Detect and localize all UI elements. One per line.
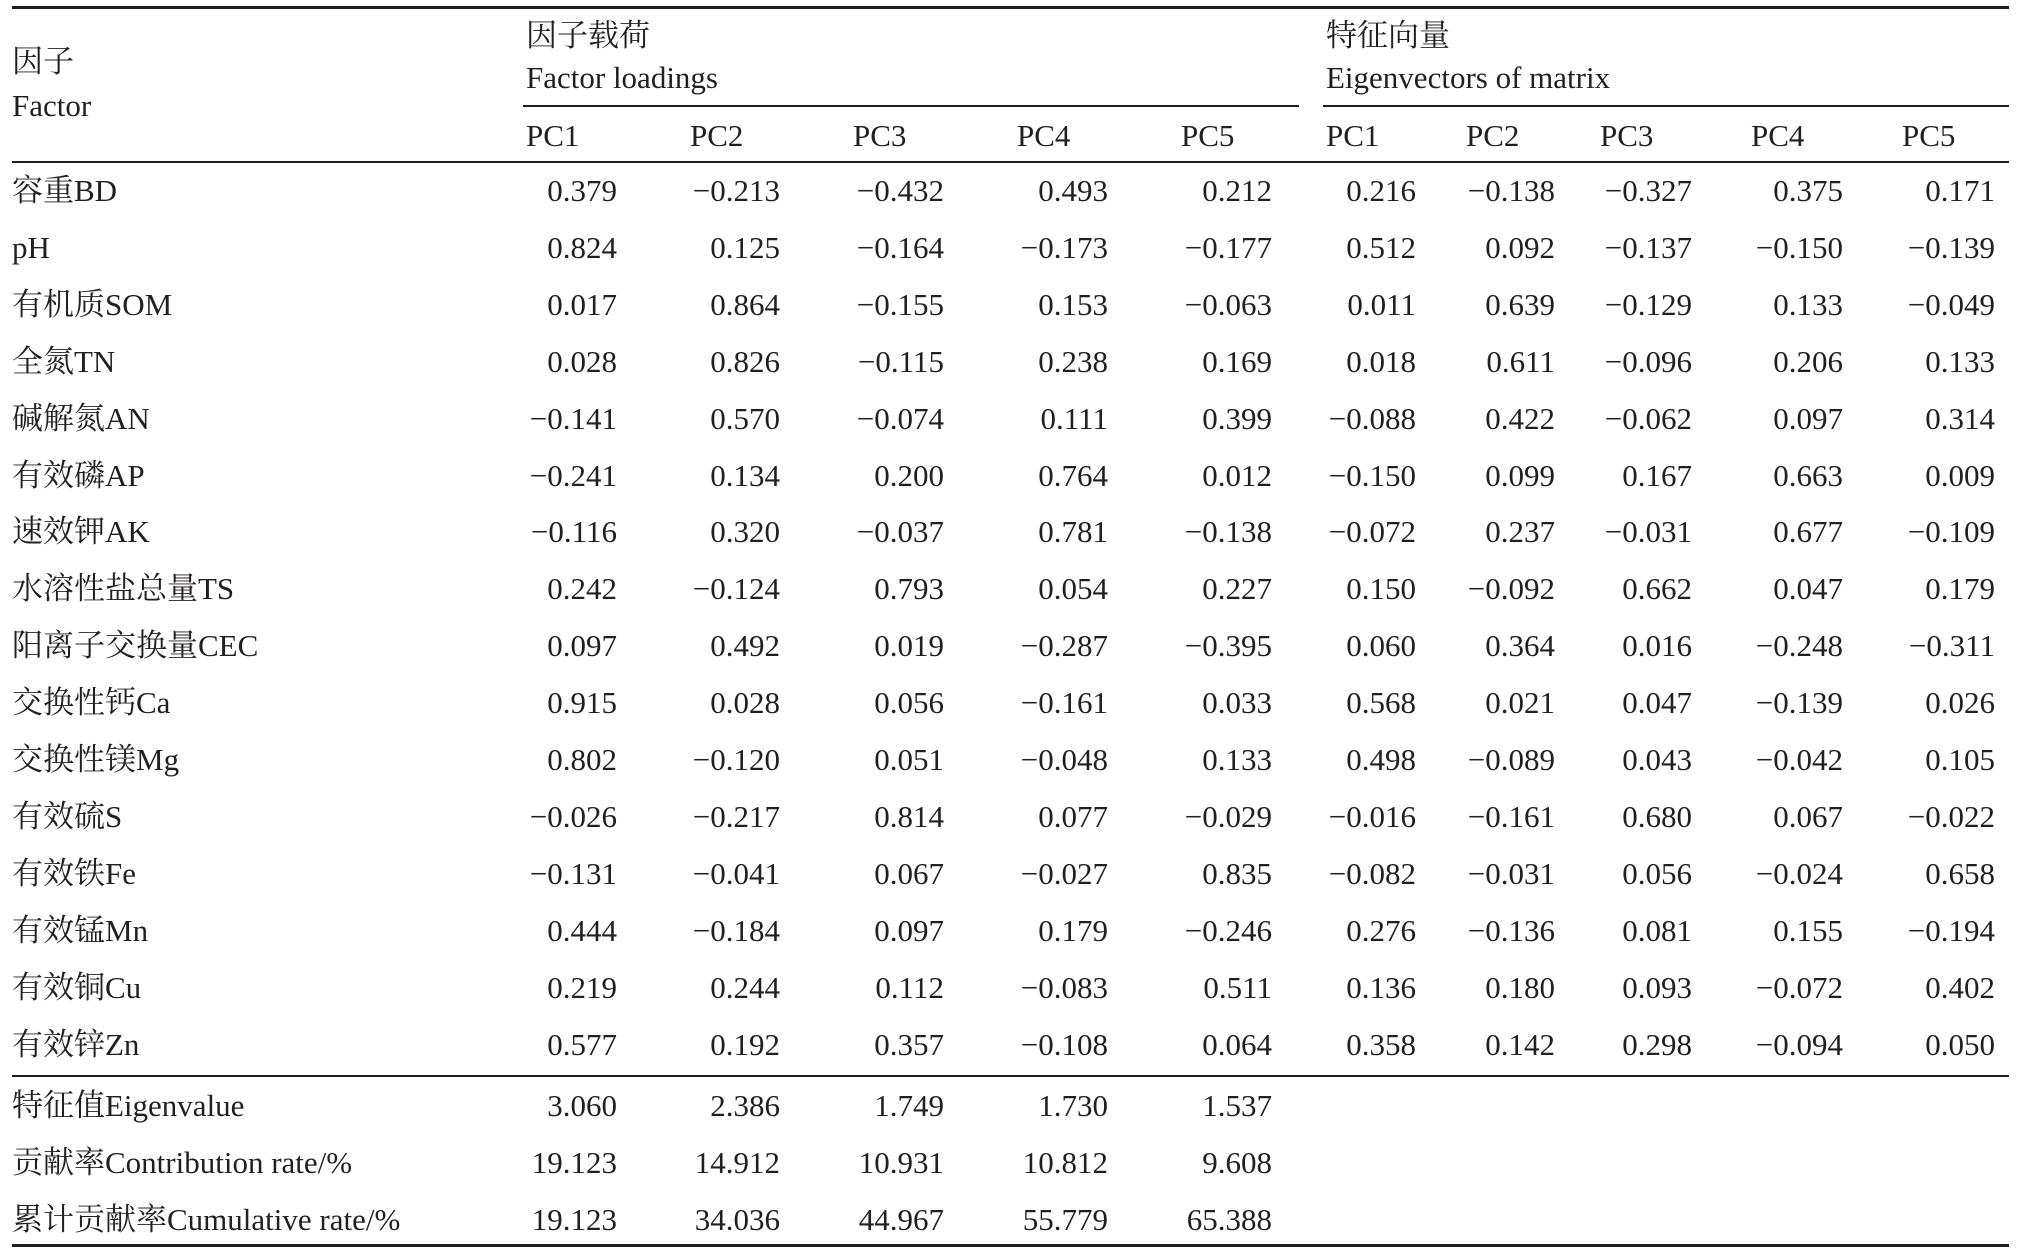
- eigen-cell: −0.016: [1328, 799, 1416, 834]
- eigen-cell: −0.137: [1604, 230, 1692, 265]
- eigen-cell: 0.498: [1346, 742, 1416, 777]
- eigen-cell: −0.024: [1755, 856, 1843, 891]
- eigen-cell: 0.043: [1622, 742, 1692, 777]
- loading-cell: 0.826: [710, 344, 780, 379]
- eigen-cell: −0.082: [1328, 856, 1416, 891]
- eigen-cell: −0.136: [1467, 913, 1555, 948]
- factor-header-en: Factor: [12, 88, 92, 123]
- row-label: 交换性钙Ca: [12, 685, 171, 720]
- summary-label: 贡献率Contribution rate/%: [12, 1145, 353, 1180]
- summary-cell: 3.060: [547, 1088, 617, 1123]
- summary-cell: 9.608: [1202, 1145, 1272, 1180]
- loading-cell: 0.112: [875, 970, 944, 1005]
- eigen-group-rule: [1323, 105, 2009, 107]
- eigen-cell: 0.142: [1485, 1027, 1555, 1062]
- loadings-pc-header: PC3: [853, 118, 907, 153]
- loading-cell: 0.064: [1202, 1027, 1272, 1062]
- eigen-cell: 0.512: [1346, 230, 1416, 265]
- summary-cell: 19.123: [531, 1145, 617, 1180]
- row-label: 水溶性盐总量TS: [12, 571, 235, 606]
- loading-cell: 0.320: [710, 514, 780, 549]
- row-label: pH: [12, 230, 50, 265]
- eigen-cell: 0.092: [1485, 230, 1555, 265]
- eigen-cell: 0.680: [1622, 799, 1692, 834]
- eigen-cell: 0.105: [1925, 742, 1995, 777]
- eigen-cell: −0.088: [1328, 401, 1416, 436]
- loading-cell: −0.063: [1184, 287, 1272, 322]
- eigen-cell: 0.047: [1773, 571, 1843, 606]
- loadings-header-cn: 因子载荷: [526, 18, 650, 53]
- loading-cell: 0.056: [874, 685, 944, 720]
- eigen-pc-header: PC5: [1902, 118, 1956, 153]
- eigen-cell: −0.248: [1755, 628, 1843, 663]
- loading-cell: 0.067: [874, 856, 944, 891]
- eigen-cell: −0.049: [1907, 287, 1995, 322]
- loading-cell: −0.161: [1020, 685, 1108, 720]
- row-label: 速效钾AK: [12, 514, 150, 549]
- loading-cell: 0.444: [547, 913, 617, 948]
- loadings-pc-header: PC1: [526, 118, 580, 153]
- eigen-cell: 0.358: [1346, 1027, 1416, 1062]
- loading-cell: 0.399: [1202, 401, 1272, 436]
- eigen-cell: 0.099: [1485, 458, 1555, 493]
- row-label: 容重BD: [12, 173, 118, 208]
- loading-cell: 0.125: [710, 230, 780, 265]
- summary-cell: 19.123: [531, 1202, 617, 1237]
- loading-cell: −0.141: [529, 401, 617, 436]
- eigen-cell: 0.611: [1486, 344, 1555, 379]
- summary-label: 特征值Eigenvalue: [12, 1088, 245, 1123]
- loadings-header-en: Factor loadings: [526, 60, 718, 95]
- factor-header-cn: 因子: [12, 44, 74, 79]
- eigen-cell: 0.133: [1773, 287, 1843, 322]
- table-top-rule: [12, 6, 2009, 9]
- eigen-cell: 0.364: [1485, 628, 1555, 663]
- loading-cell: −0.217: [692, 799, 780, 834]
- eigen-cell: 0.081: [1622, 913, 1692, 948]
- loading-cell: −0.048: [1020, 742, 1108, 777]
- summary-cell: 1.537: [1202, 1088, 1272, 1123]
- eigen-cell: 0.018: [1346, 344, 1416, 379]
- table-header-rule: [12, 161, 2009, 163]
- eigen-cell: 0.639: [1485, 287, 1555, 322]
- loading-cell: 0.835: [1202, 856, 1272, 891]
- eigen-cell: 0.047: [1622, 685, 1692, 720]
- eigen-cell: −0.194: [1907, 913, 1995, 948]
- loading-cell: −0.246: [1184, 913, 1272, 948]
- row-label: 有效硫S: [12, 799, 123, 834]
- loading-cell: −0.026: [529, 799, 617, 834]
- loading-cell: −0.155: [856, 287, 944, 322]
- loadings-pc-header: PC4: [1017, 118, 1071, 153]
- loading-cell: 0.077: [1038, 799, 1108, 834]
- row-label: 有效铁Fe: [12, 856, 136, 891]
- loading-cell: 0.793: [874, 571, 944, 606]
- loading-cell: 0.012: [1202, 458, 1272, 493]
- eigen-cell: 0.658: [1925, 856, 1995, 891]
- row-label: 有效磷AP: [12, 458, 145, 493]
- eigen-cell: −0.096: [1604, 344, 1692, 379]
- loading-cell: −0.164: [856, 230, 944, 265]
- summary-cell: 55.779: [1022, 1202, 1108, 1237]
- eigen-header-en: Eigenvectors of matrix: [1326, 60, 1611, 95]
- eigen-cell: 0.155: [1773, 913, 1843, 948]
- row-label: 阳离子交换量CEC: [12, 628, 259, 663]
- eigen-cell: −0.150: [1328, 458, 1416, 493]
- loading-cell: 0.097: [547, 628, 617, 663]
- eigen-cell: −0.062: [1604, 401, 1692, 436]
- loading-cell: 0.864: [710, 287, 780, 322]
- eigen-cell: −0.022: [1907, 799, 1995, 834]
- loading-cell: 0.133: [1202, 742, 1272, 777]
- summary-cell: 2.386: [710, 1088, 780, 1123]
- summary-cell: 14.912: [694, 1145, 780, 1180]
- loading-cell: 0.017: [547, 287, 617, 322]
- loading-cell: −0.184: [692, 913, 780, 948]
- loading-cell: −0.287: [1020, 628, 1108, 663]
- loading-cell: 0.227: [1202, 571, 1272, 606]
- summary-cell: 34.036: [694, 1202, 780, 1237]
- loading-cell: 0.212: [1202, 173, 1272, 208]
- eigen-cell: −0.031: [1467, 856, 1555, 891]
- loading-cell: 0.169: [1202, 344, 1272, 379]
- eigen-cell: −0.311: [1908, 628, 1995, 663]
- eigen-cell: 0.171: [1925, 173, 1995, 208]
- eigen-cell: 0.167: [1622, 458, 1692, 493]
- loading-cell: −0.124: [692, 571, 780, 606]
- table-bottom-rule: [12, 1244, 2009, 1247]
- eigen-cell: 0.237: [1485, 514, 1555, 549]
- loading-cell: 0.054: [1038, 571, 1108, 606]
- loading-cell: 0.492: [710, 628, 780, 663]
- loading-cell: −0.173: [1020, 230, 1108, 265]
- summary-cell: 1.749: [874, 1088, 944, 1123]
- eigen-cell: 0.009: [1925, 458, 1995, 493]
- loading-cell: 0.200: [874, 458, 944, 493]
- eigen-header-cn: 特征向量: [1326, 18, 1450, 53]
- loadings-pc-header: PC5: [1181, 118, 1235, 153]
- loading-cell: 0.577: [547, 1027, 617, 1062]
- loading-cell: 0.357: [874, 1027, 944, 1062]
- eigen-pc-header: PC4: [1751, 118, 1805, 153]
- loading-cell: 0.051: [874, 742, 944, 777]
- eigen-cell: 0.298: [1622, 1027, 1692, 1062]
- eigen-cell: 0.050: [1925, 1027, 1995, 1062]
- summary-label: 累计贡献率Cumulative rate/%: [12, 1202, 401, 1237]
- summary-cell: 1.730: [1038, 1088, 1108, 1123]
- loading-cell: −0.027: [1020, 856, 1108, 891]
- loading-cell: −0.138: [1184, 514, 1272, 549]
- summary-cell: 44.967: [858, 1202, 944, 1237]
- loading-cell: 0.028: [547, 344, 617, 379]
- loading-cell: −0.432: [856, 173, 944, 208]
- loading-cell: 0.244: [710, 970, 780, 1005]
- row-label: 有效锌Zn: [12, 1027, 140, 1062]
- eigen-cell: 0.206: [1773, 344, 1843, 379]
- loading-cell: 0.915: [547, 685, 617, 720]
- loading-cell: 0.824: [547, 230, 617, 265]
- eigen-cell: 0.021: [1485, 685, 1555, 720]
- eigen-cell: −0.139: [1755, 685, 1843, 720]
- row-label: 有效锰Mn: [12, 913, 149, 948]
- loading-cell: 0.192: [710, 1027, 780, 1062]
- eigen-cell: 0.093: [1622, 970, 1692, 1005]
- eigen-cell: −0.109: [1907, 514, 1995, 549]
- eigen-cell: 0.677: [1773, 514, 1843, 549]
- row-label: 碱解氮AN: [12, 401, 150, 436]
- table-summary-rule: [12, 1075, 2009, 1077]
- eigen-cell: 0.663: [1773, 458, 1843, 493]
- loading-cell: −0.074: [856, 401, 944, 436]
- loading-cell: −0.131: [529, 856, 617, 891]
- loading-cell: 0.153: [1038, 287, 1108, 322]
- eigen-cell: −0.327: [1604, 173, 1692, 208]
- eigen-cell: −0.042: [1755, 742, 1843, 777]
- eigen-pc-header: PC1: [1326, 118, 1380, 153]
- eigen-cell: −0.094: [1755, 1027, 1843, 1062]
- eigen-cell: 0.216: [1346, 173, 1416, 208]
- loading-cell: −0.041: [692, 856, 780, 891]
- eigen-cell: −0.072: [1755, 970, 1843, 1005]
- eigen-cell: −0.031: [1604, 514, 1692, 549]
- loading-cell: 0.111: [1040, 401, 1108, 436]
- eigen-cell: 0.016: [1622, 628, 1692, 663]
- loading-cell: −0.083: [1020, 970, 1108, 1005]
- loadings-group-rule: [523, 105, 1299, 107]
- eigen-cell: −0.139: [1907, 230, 1995, 265]
- eigen-cell: 0.179: [1925, 571, 1995, 606]
- eigen-cell: 0.276: [1346, 913, 1416, 948]
- eigen-cell: 0.056: [1622, 856, 1692, 891]
- loading-cell: 0.019: [874, 628, 944, 663]
- loading-cell: 0.511: [1203, 970, 1272, 1005]
- row-label: 交换性镁Mg: [12, 742, 180, 777]
- eigen-cell: 0.568: [1346, 685, 1416, 720]
- loading-cell: −0.241: [529, 458, 617, 493]
- loading-cell: −0.116: [530, 514, 617, 549]
- row-label: 全氮TN: [12, 344, 116, 379]
- loading-cell: −0.115: [857, 344, 944, 379]
- eigen-cell: −0.138: [1467, 173, 1555, 208]
- loading-cell: 0.179: [1038, 913, 1108, 948]
- loadings-pc-header: PC2: [690, 118, 744, 153]
- loading-cell: 0.814: [874, 799, 944, 834]
- summary-cell: 10.931: [858, 1145, 944, 1180]
- loading-cell: 0.028: [710, 685, 780, 720]
- eigen-cell: 0.150: [1346, 571, 1416, 606]
- loading-cell: 0.097: [874, 913, 944, 948]
- loading-cell: 0.134: [710, 458, 780, 493]
- eigen-cell: 0.060: [1346, 628, 1416, 663]
- eigen-cell: 0.011: [1347, 287, 1416, 322]
- eigen-cell: −0.129: [1604, 287, 1692, 322]
- loading-cell: −0.213: [692, 173, 780, 208]
- row-label: 有机质SOM: [12, 287, 173, 322]
- loading-cell: 0.219: [547, 970, 617, 1005]
- eigen-cell: 0.026: [1925, 685, 1995, 720]
- loading-cell: 0.493: [1038, 173, 1108, 208]
- eigen-cell: 0.314: [1925, 401, 1995, 436]
- loading-cell: 0.242: [547, 571, 617, 606]
- eigen-cell: −0.092: [1467, 571, 1555, 606]
- eigen-cell: −0.161: [1467, 799, 1555, 834]
- eigen-cell: 0.402: [1925, 970, 1995, 1005]
- eigen-cell: 0.136: [1346, 970, 1416, 1005]
- loading-cell: 0.379: [547, 173, 617, 208]
- loading-cell: −0.120: [692, 742, 780, 777]
- loading-cell: 0.802: [547, 742, 617, 777]
- eigen-cell: 0.662: [1622, 571, 1692, 606]
- eigen-cell: 0.097: [1773, 401, 1843, 436]
- loading-cell: −0.037: [856, 514, 944, 549]
- summary-cell: 65.388: [1186, 1202, 1272, 1237]
- eigen-cell: 0.133: [1925, 344, 1995, 379]
- loading-cell: −0.029: [1184, 799, 1272, 834]
- eigen-cell: 0.375: [1773, 173, 1843, 208]
- eigen-cell: −0.150: [1755, 230, 1843, 265]
- row-label: 有效铜Cu: [12, 970, 142, 1005]
- loading-cell: −0.395: [1184, 628, 1272, 663]
- loading-cell: 0.033: [1202, 685, 1272, 720]
- eigen-cell: 0.422: [1485, 401, 1555, 436]
- eigen-cell: 0.180: [1485, 970, 1555, 1005]
- loading-cell: −0.108: [1020, 1027, 1108, 1062]
- loading-cell: 0.570: [710, 401, 780, 436]
- loading-cell: −0.177: [1184, 230, 1272, 265]
- eigen-pc-header: PC2: [1466, 118, 1520, 153]
- eigen-cell: −0.072: [1328, 514, 1416, 549]
- loading-cell: 0.238: [1038, 344, 1108, 379]
- eigen-cell: −0.089: [1467, 742, 1555, 777]
- eigen-pc-header: PC3: [1600, 118, 1654, 153]
- loading-cell: 0.764: [1038, 458, 1108, 493]
- loading-cell: 0.781: [1038, 514, 1108, 549]
- eigen-cell: 0.067: [1773, 799, 1843, 834]
- summary-cell: 10.812: [1022, 1145, 1108, 1180]
